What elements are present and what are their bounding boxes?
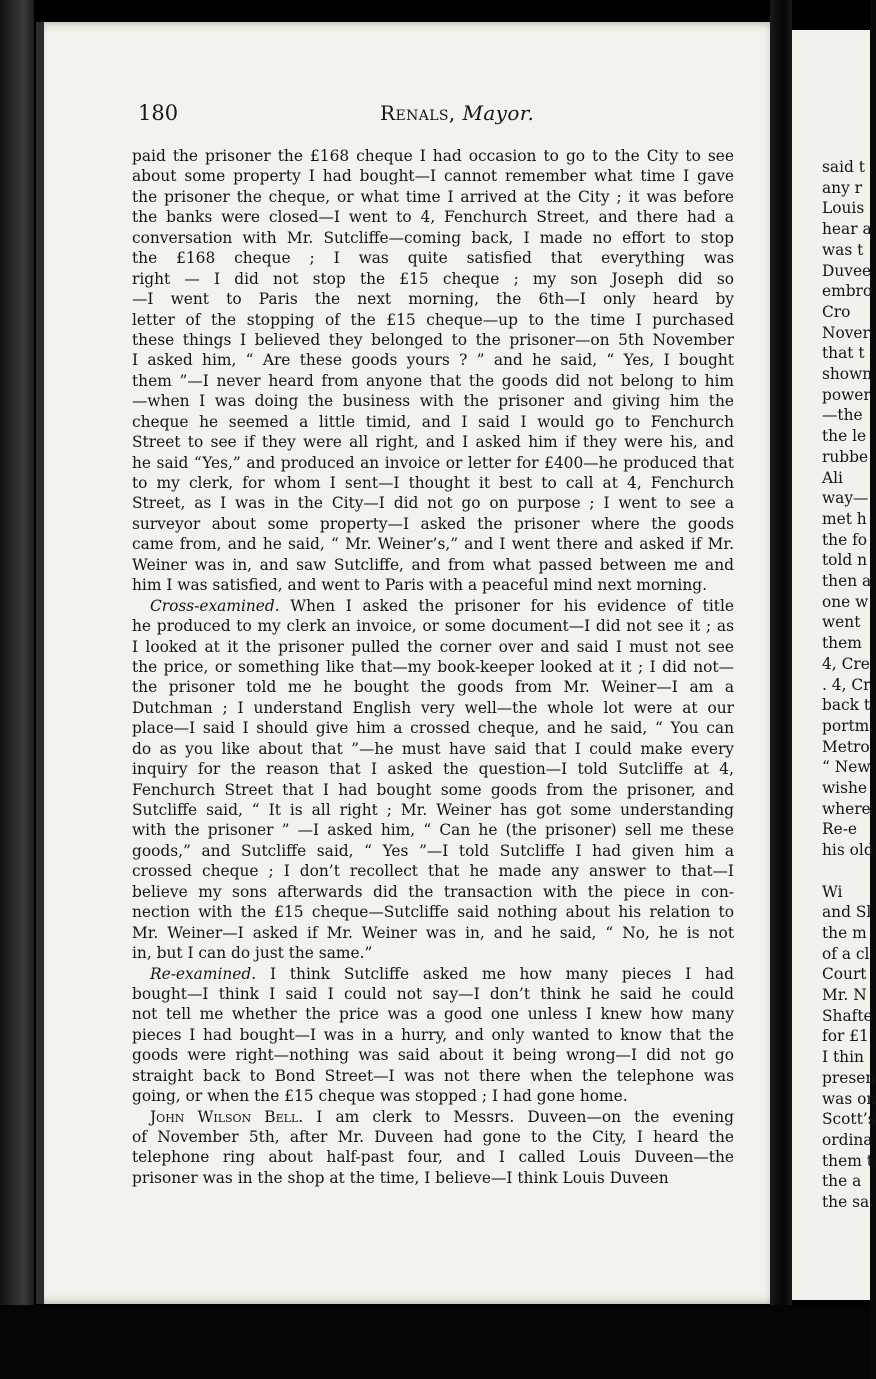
- facing-page-line: Metro: [822, 737, 870, 756]
- text-line: [132, 1168, 734, 1188]
- text-run: Sutcliffe said, “ It is all right ; Mr. Weiner has got some understanding: [132, 801, 734, 819]
- text-run: —when I was doing the business with the prisoner and giving him the: [132, 392, 734, 411]
- text-run: the price, or something like that—my book-keeper looked at it ; I did not—: [132, 657, 734, 676]
- text-line: [132, 146, 734, 166]
- text-line: [132, 1107, 734, 1127]
- facing-page-line: hear a: [822, 220, 872, 239]
- text-run: I asked him, “ Are these goods yours ? ” and he said, “ Yes, I bought: [132, 351, 734, 370]
- facing-page-line: portm: [822, 716, 870, 735]
- text-run: Weiner was in, and saw Sutcliffe, and from what passed between me and: [132, 555, 734, 574]
- text-run: goods,” and Sutcliffe said, “ Yes ”—I told Sutcliffe I had given him a: [132, 841, 734, 860]
- facing-page-line: where: [822, 799, 871, 818]
- facing-page-line: . 4, Cr: [822, 675, 871, 694]
- facing-page-line: said t: [822, 158, 865, 176]
- text-line: [132, 207, 734, 227]
- text-line: [132, 1004, 734, 1024]
- facing-page-fragment: [792, 30, 876, 1300]
- text-line: [132, 943, 734, 963]
- facing-page-line: Scott’s: [822, 1110, 876, 1129]
- facing-page-line: for £1: [822, 1027, 869, 1046]
- facing-page-line: ordina: [822, 1130, 873, 1149]
- running-head: [380, 101, 534, 125]
- book-left-edge: [0, 0, 34, 1379]
- text-run: nection with the £15 cheque—Sutcliffe said nothing about his relation to: [132, 903, 734, 922]
- facing-page-line: the a: [822, 1172, 862, 1191]
- re-examined-label: Re-examined.: [150, 964, 257, 983]
- text-run: came from, and he said, “ Mr. Weiner’s,” and I went there and asked if Mr.: [132, 535, 734, 554]
- text-run: I think Sutcliffe asked me how many pieces I had: [256, 964, 734, 983]
- facing-page-line: Court: [822, 965, 867, 984]
- text-line: [132, 248, 734, 268]
- facing-page-line: the le: [822, 427, 867, 446]
- facing-page-line: Louis: [822, 199, 865, 218]
- text-line: [132, 166, 734, 186]
- text-run: place—I said I should give him a crossed cheque, and he said, “ You can: [132, 719, 734, 738]
- text-run: of November 5th, after Mr. Duveen had gone to the City, I heard the: [132, 1128, 734, 1146]
- page-body-text: [132, 146, 734, 1188]
- facing-page-line: them t: [822, 1151, 873, 1170]
- facing-page-line: one w: [822, 592, 869, 611]
- facing-page-line: power: [822, 385, 871, 404]
- facing-page-line: “ New: [822, 758, 871, 777]
- facing-page-line: Mr. N: [822, 986, 867, 1004]
- text-line: [132, 841, 734, 861]
- text-run: bought—I think I said I could not say—I don’t think he said he could: [132, 984, 734, 1003]
- text-line: [132, 432, 734, 452]
- text-run: prisoner was in the shop at the time, I believe—I think Louis Duveen: [132, 1168, 669, 1187]
- facing-page-line: the fo: [822, 530, 868, 549]
- text-line: [132, 882, 734, 902]
- facing-page-line: back t: [822, 696, 871, 715]
- text-line: [132, 964, 734, 984]
- text-line: [132, 902, 734, 922]
- text-line: [132, 1127, 734, 1147]
- text-run: I looked at it the prisoner pulled the corner over and said I must not see: [132, 637, 734, 656]
- witness-name: John Wilson Bell.: [150, 1107, 304, 1126]
- text-line: [132, 371, 734, 391]
- facing-page-line: Duvee: [822, 261, 872, 280]
- text-run: conversation with Mr. Sutcliffe—coming back, I made no effort to stop: [132, 228, 734, 247]
- text-run: letter of the stopping of the £15 cheque—up to the time I purchased: [132, 310, 734, 329]
- text-run: these things I believed they belonged to the prisoner—on 5th November: [132, 330, 734, 349]
- facing-page-line: the sa: [822, 1193, 870, 1211]
- facing-page-line: went: [822, 613, 861, 632]
- text-line: [132, 514, 734, 534]
- text-line: [132, 759, 734, 779]
- facing-page-line: Ali: [822, 468, 843, 487]
- text-run: with the prisoner ” —I asked him, “ Can he (the prisoner) sell me these: [132, 821, 734, 840]
- text-run: telephone ring about half-past four, and I called Louis Duveen—the: [132, 1148, 734, 1167]
- text-run: the prisoner told me he bought the goods from Mr. Weiner—I am a: [132, 678, 734, 697]
- text-run: going, or when the £15 cheque was stopped ; I had gone home.: [132, 1087, 628, 1106]
- facing-page-line: —the: [822, 406, 863, 425]
- text-run: Street, as I was in the City—I did not go on purpose ; I went to see a: [132, 494, 734, 513]
- facing-page-line: and Sl: [822, 903, 872, 922]
- text-line: [132, 1025, 734, 1045]
- text-run: paid the prisoner the £168 cheque I had occasion to go to the City to see: [132, 147, 734, 165]
- facing-page-line: was on: [822, 1089, 876, 1108]
- text-line: [132, 698, 734, 718]
- facing-page-line: shown: [822, 365, 873, 383]
- text-run: to my clerk, for whom I sent—I thought it best to call at 4, Fenchurch: [132, 474, 734, 492]
- facing-page-line: Shafte: [822, 1006, 873, 1025]
- text-line: [132, 637, 734, 657]
- facing-page-line: Wi: [822, 882, 843, 901]
- facing-page-line: Nover: [822, 323, 870, 342]
- facing-page-line: embro: [822, 282, 873, 301]
- text-run: I am clerk to Messrs. Duveen—on the evening: [303, 1107, 734, 1126]
- text-run: —I went to Paris the next morning, the 6th—I only heard by: [132, 290, 734, 309]
- text-line: [132, 555, 734, 575]
- running-head-title: Mayor.: [462, 101, 535, 125]
- text-run: right — I did not stop the £15 cheque ; my son Joseph did so: [132, 269, 734, 288]
- text-line: [132, 391, 734, 411]
- text-line: [132, 330, 734, 350]
- text-line: [132, 718, 734, 738]
- text-line: [132, 780, 734, 800]
- text-run: goods were right—nothing was said about it being wrong—I did not go: [132, 1046, 734, 1065]
- facing-page-line: was t: [822, 240, 864, 259]
- cross-examined-label: Cross-examined.: [150, 596, 280, 615]
- text-line: [132, 984, 734, 1004]
- scan-bottom-edge: [0, 1305, 870, 1379]
- text-run: the banks were closed—I went to 4, Fenchurch Street, and there had a: [132, 208, 734, 227]
- text-line: [132, 1066, 734, 1086]
- text-line: [132, 493, 734, 513]
- text-line: [132, 923, 734, 943]
- text-run: he produced to my clerk an invoice, or some document—I did not see it ; as: [132, 617, 734, 636]
- text-line: [132, 657, 734, 677]
- text-line: [132, 228, 734, 248]
- text-line: [132, 187, 734, 207]
- text-run: them ”—I never heard from anyone that the goods did not belong to him: [132, 371, 734, 390]
- facing-page-line: them: [822, 634, 862, 653]
- text-run: pieces I had bought—I was in a hurry, and only wanted to know that the: [132, 1025, 734, 1044]
- text-run: believe my sons afterwards did the transaction with the piece in con-: [132, 882, 734, 901]
- text-line: [132, 534, 734, 554]
- text-run: him I was satisfied, and went to Paris with a peaceful mind next morning.: [132, 576, 707, 595]
- text-run: straight back to Bond Street—I was not there when the telephone was: [132, 1066, 734, 1085]
- page-header: [132, 101, 722, 125]
- text-line: [132, 453, 734, 473]
- text-line: [132, 861, 734, 881]
- text-line: [132, 616, 734, 636]
- text-run: surveyor about some property—I asked the prisoner where the goods: [132, 514, 734, 533]
- facing-page-line: his old: [822, 841, 874, 860]
- text-line: [132, 575, 734, 595]
- text-run: do as you like about that ”—he must have said that I could make every: [132, 739, 734, 758]
- text-line: [132, 289, 734, 309]
- text-line: [132, 1147, 734, 1167]
- text-run: Street to see if they were all right, and I asked him if they were his, and: [132, 433, 734, 452]
- text-run: in, but I can do just the same.”: [132, 944, 373, 963]
- facing-page-line: wishe: [822, 779, 868, 797]
- text-run: the £168 cheque ; I was quite satisfied that everything was: [132, 249, 734, 268]
- text-run: Fenchurch Street that I had bought some goods from the prisoner, and: [132, 780, 734, 799]
- facing-page-line: met h: [822, 509, 867, 528]
- facing-page-line: presen: [822, 1068, 876, 1087]
- facing-page-line: told n: [822, 551, 868, 570]
- text-run: crossed cheque ; I don’t recollect that he made any answer to that—I: [132, 862, 734, 881]
- facing-page-line: 4, Cre: [822, 654, 870, 673]
- facing-page-line: the m: [822, 923, 867, 942]
- text-run: inquiry for the reason that I asked the question—I told Sutcliffe at 4,: [132, 760, 734, 779]
- text-line: [132, 473, 734, 493]
- running-head-name: Renals,: [380, 101, 456, 125]
- book-gutter: [770, 0, 792, 1379]
- text-run: cheque he seemed a little timid, and I said I would go to Fenchurch: [132, 412, 734, 431]
- facing-page-line: of a cl: [822, 944, 870, 963]
- facing-page-line: Re-e: [822, 820, 858, 839]
- facing-page-line: I thin: [822, 1048, 864, 1067]
- facing-page-line: that t: [822, 344, 865, 363]
- facing-page-line: rubbe: [822, 447, 869, 466]
- page-number: 180: [138, 101, 179, 125]
- text-run: about some property I had bought—I cannot remember what time I gave: [132, 167, 734, 186]
- text-run: he said “Yes,” and produced an invoice or letter for £400—he produced that: [132, 453, 734, 472]
- facing-page-line: way—: [822, 489, 869, 508]
- text-line: [132, 677, 734, 697]
- text-run: When I asked the prisoner for his evidence of title: [279, 596, 734, 615]
- text-run: the prisoner the cheque, or what time I arrived at the City ; it was before: [132, 187, 734, 206]
- facing-page-line: then a: [822, 572, 872, 590]
- text-line: [132, 739, 734, 759]
- text-line: [132, 269, 734, 289]
- facing-page-line: Cro: [822, 302, 851, 321]
- text-run: Dutchman ; I understand English very well—the whole lot were at our: [132, 698, 734, 717]
- text-line: [132, 412, 734, 432]
- text-run: Mr. Weiner—I asked if Mr. Weiner was in, and he said, “ No, he is not: [132, 923, 734, 942]
- text-line: [132, 800, 734, 820]
- text-line: [132, 350, 734, 370]
- text-line: [132, 820, 734, 840]
- text-line: [132, 1045, 734, 1065]
- text-line: [132, 596, 734, 616]
- facing-page-line: any r: [822, 178, 863, 197]
- text-line: [132, 310, 734, 330]
- text-line: [132, 1086, 734, 1106]
- text-run: not tell me whether the price was a good one unless I knew how many: [132, 1005, 734, 1024]
